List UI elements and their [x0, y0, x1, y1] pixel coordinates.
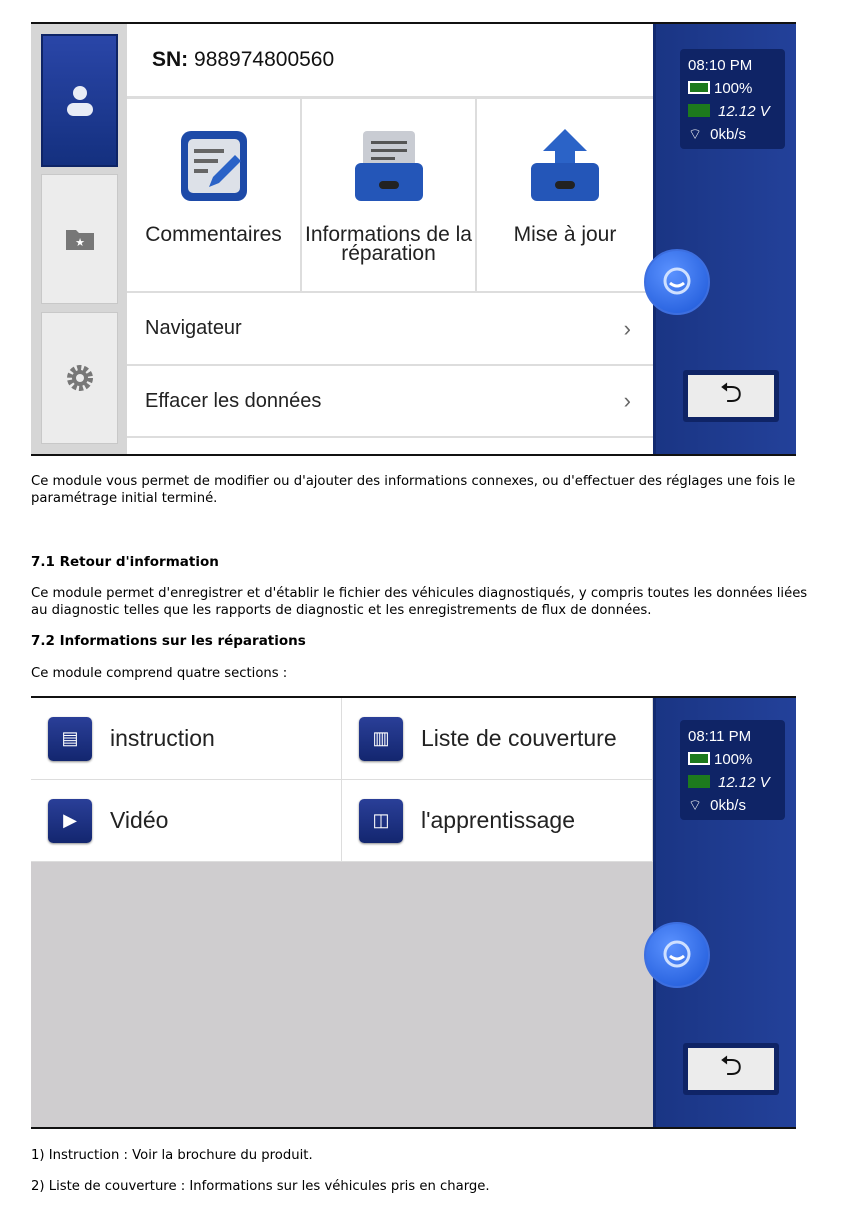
menu-item-instruction[interactable]	[31, 698, 342, 780]
gear-icon	[65, 363, 95, 393]
car-list-icon: ▥	[359, 717, 403, 761]
battery-icon	[688, 81, 710, 94]
sidebar-tab-profile[interactable]	[41, 34, 118, 167]
inbox-icon: ▤	[48, 717, 92, 761]
note: 1) Instruction : Voir la brochure du produit.	[31, 1148, 313, 1163]
status-network: ⌔ 0kb/s	[688, 126, 746, 143]
status-time: 08:10 PM	[688, 57, 753, 74]
svg-text:★: ★	[74, 237, 85, 249]
menu-item-coverage-list[interactable]	[342, 698, 653, 780]
grid-item-update[interactable]	[477, 99, 653, 293]
grid-item-label: Commentaires	[145, 223, 282, 246]
status-voltage: 12.12 V	[688, 771, 777, 794]
wifi-icon: ⌔	[688, 797, 703, 814]
list-item-browser[interactable]	[127, 293, 653, 366]
menu-item-label: Vidéo	[110, 807, 169, 833]
status-time: 08:11 PM	[688, 728, 752, 745]
back-button[interactable]	[683, 370, 779, 422]
paragraph: Ce module comprend quatre sections :	[31, 666, 288, 681]
status-box	[680, 720, 785, 820]
section-heading: 7.2 Informations sur les réparations	[31, 633, 306, 649]
right-panel	[653, 698, 796, 1127]
serial-number	[127, 24, 653, 99]
back-button[interactable]	[683, 1043, 779, 1095]
car-battery-icon	[688, 104, 710, 117]
status-box	[680, 49, 785, 149]
menu-item-label: l'apprentissage	[421, 807, 575, 833]
book-icon: ◫	[359, 799, 403, 843]
sidebar	[31, 24, 127, 454]
file-drawer-icon	[353, 129, 425, 203]
menu-item-learning[interactable]	[342, 780, 653, 862]
grid-item-repair-info[interactable]	[302, 99, 477, 293]
grid-item-label: Mise à jour	[513, 223, 617, 246]
paragraph: Ce module permet d'enregistrer et d'établir le fichier des véhicules diagnostiqués, y compris toutes les données liées au diagnostic telles que les rapports de diagnostic et les enregistrements de flux de données.	[31, 586, 808, 618]
sn-value: 988974800560	[194, 48, 335, 71]
chevron-right-icon: ›	[623, 315, 631, 341]
sidebar-tab-favorites[interactable]	[41, 174, 118, 304]
status-voltage: 12.12 V	[688, 100, 777, 123]
user-icon	[65, 84, 95, 118]
device-screenshot-repair-info	[31, 696, 796, 1129]
right-panel	[653, 24, 796, 454]
notepad-pencil-icon	[179, 129, 249, 203]
headset-icon	[659, 937, 695, 973]
device-screenshot-settings	[31, 22, 796, 456]
headset-icon	[659, 264, 695, 300]
wifi-icon: ⌔	[688, 126, 703, 143]
sn-label: SN:	[152, 48, 189, 71]
menu-item-label: instruction	[110, 725, 215, 751]
chevron-right-icon: ›	[623, 388, 631, 413]
car-battery-icon	[688, 775, 710, 788]
menu-item-label: Liste de couverture	[421, 725, 617, 751]
upload-box-icon	[529, 129, 601, 203]
list-item-label: Effacer les données	[145, 389, 322, 412]
status-network: ⌔ 0kb/s	[688, 797, 746, 814]
note: 2) Liste de couverture : Informations sur les véhicules pris en charge.	[31, 1179, 490, 1194]
list-item-clear-data[interactable]	[127, 366, 653, 438]
status-battery: 100%	[688, 77, 777, 100]
battery-icon	[688, 752, 710, 765]
paragraph: Ce module vous permet de modifier ou d'ajouter des informations connexes, ou d'effectuer des réglages une fois le paramétrage initial terminé.	[31, 474, 796, 506]
folder-star-icon	[65, 227, 95, 251]
video-play-icon: ▶	[48, 799, 92, 843]
back-arrow-icon: ⮌	[688, 1048, 774, 1090]
support-button[interactable]	[644, 249, 710, 315]
list-item-label: Navigateur	[145, 317, 242, 339]
grid-item-comments[interactable]	[127, 99, 302, 293]
back-arrow-icon: ⮌	[688, 375, 774, 417]
section-heading: 7.1 Retour d'information	[31, 554, 219, 570]
status-battery: 100%	[688, 748, 777, 771]
sidebar-tab-settings[interactable]	[41, 312, 118, 444]
menu-item-video[interactable]	[31, 780, 342, 862]
grid-item-label: Informations de la réparation	[305, 223, 472, 265]
support-button[interactable]	[644, 922, 710, 988]
